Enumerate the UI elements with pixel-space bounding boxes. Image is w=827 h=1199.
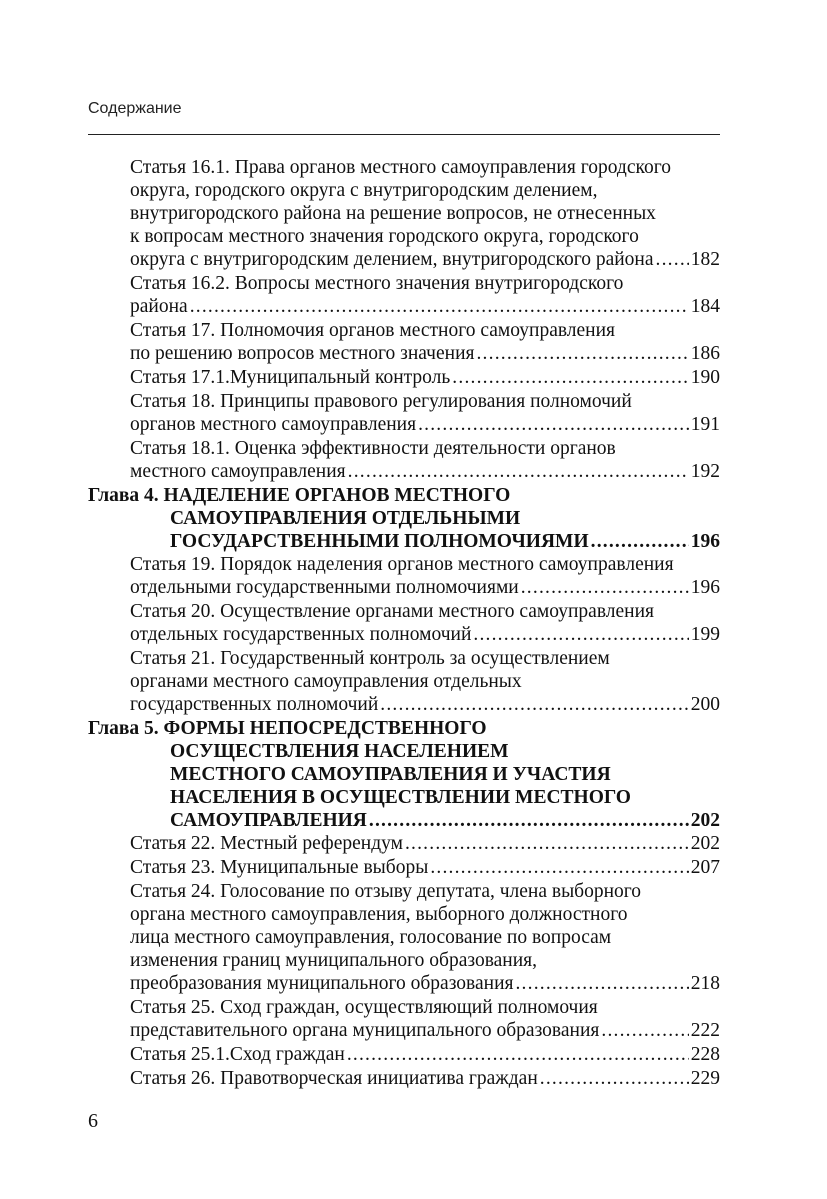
toc-entry-text: округа с внутригородским делением, внутригородского района: [130, 249, 654, 270]
dot-leader: [476, 342, 688, 365]
toc-entry-line: органами местного самоуправления отдельных: [130, 671, 522, 692]
toc-entry-final-line: [130, 1043, 720, 1066]
toc-chapter-entry: [88, 484, 720, 553]
toc-entry-text: Статья 26. Правотворческая инициатива граждан: [130, 1068, 538, 1089]
toc-entry-final-line: [130, 342, 720, 365]
toc-entry-final-line: [130, 366, 720, 389]
dot-leader: [521, 576, 689, 599]
toc-entry-final-line: [130, 460, 720, 483]
toc-page-number: 192: [690, 461, 720, 482]
toc-entry-text: по решению вопросов местного значения: [130, 343, 475, 364]
toc-entry-text: Статья 23. Муниципальные выборы: [130, 857, 429, 878]
dot-leader: [601, 1019, 688, 1042]
toc-page-number: 222: [690, 1020, 720, 1041]
dot-leader: [348, 460, 689, 483]
toc-entry-line: Глава 4. НАДЕЛЕНИЕ ОРГАНОВ МЕСТНОГО: [88, 485, 511, 506]
toc-entry-text: отдельными государственными полномочиями: [130, 577, 519, 598]
toc-page-number: 202: [690, 833, 720, 854]
toc-article-entry: [88, 832, 720, 855]
toc-article-entry: [88, 272, 720, 318]
toc-entry-line: Статья 18. Принципы правового регулирования полномочий: [130, 391, 632, 412]
toc-entry-final-line: [130, 693, 720, 716]
toc-article-entry: [88, 856, 720, 879]
toc-article-entry: [88, 647, 720, 716]
toc-page-number: 196: [690, 531, 720, 552]
toc-entry-line: ОСУЩЕСТВЛЕНИЯ НАСЕЛЕНИЕМ: [170, 741, 509, 762]
toc-entry-line: внутригородского района на решение вопросов, не отнесенных: [130, 203, 656, 224]
toc-article-entry: [88, 366, 720, 389]
toc-article-entry: [88, 880, 720, 995]
toc-entry-text: ГОСУДАРСТВЕННЫМИ ПОЛНОМОЧИЯМИ: [170, 531, 589, 552]
toc-page-number: 190: [690, 367, 720, 388]
toc-entry-final-line: [170, 530, 720, 553]
toc-article-entry: [88, 437, 720, 483]
toc-entry-line: Статья 20. Осуществление органами местного самоуправления: [130, 601, 655, 622]
toc-entry-final-line: [130, 295, 720, 318]
dot-leader: [190, 295, 689, 318]
dot-leader: [591, 530, 689, 553]
dot-leader: [515, 972, 688, 995]
toc-entry-final-line: [130, 832, 720, 855]
toc-entry-text: представительного органа муниципального образования: [130, 1020, 600, 1041]
dot-leader: [430, 856, 688, 879]
toc-entry-text: Статья 22. Местный референдум: [130, 833, 403, 854]
dot-leader: [347, 1043, 689, 1066]
toc-entry-final-line: [130, 576, 720, 599]
toc-entry-line: Статья 16.1. Права органов местного самоуправления городского: [130, 157, 671, 178]
dot-leader: [418, 413, 689, 436]
dot-leader: [369, 809, 689, 832]
toc-entry-text: района: [130, 296, 188, 317]
toc-entry-final-line: [130, 623, 720, 646]
toc-article-entry: [88, 319, 720, 365]
toc-page-number: 182: [690, 249, 720, 270]
toc-entry-line: Статья 17. Полномочия органов местного самоуправления: [130, 320, 616, 341]
toc-page-number: 218: [690, 973, 720, 994]
toc-entry-line: Статья 25. Сход граждан, осуществляющий полномочия: [130, 997, 598, 1018]
toc-entry-final-line: [130, 413, 720, 436]
toc-entry-line: Статья 18.1. Оценка эффективности деятельности органов: [130, 438, 616, 459]
toc-entry-line: МЕСТНОГО САМОУПРАВЛЕНИЯ И УЧАСТИЯ: [170, 764, 611, 785]
toc-entry-line: Статья 24. Голосование по отзыву депутата, члена выборного: [130, 881, 642, 902]
toc-page-number: 199: [690, 624, 720, 645]
toc-article-entry: [88, 156, 720, 271]
toc-page-number: 207: [690, 857, 720, 878]
header-rule: [88, 134, 720, 135]
toc-page-number: 229: [690, 1068, 720, 1089]
dot-leader: [452, 366, 688, 389]
toc-entry-text: местного самоуправления: [130, 461, 346, 482]
table-of-contents: [88, 156, 720, 1091]
toc-entry-text: преобразования муниципального образования: [130, 973, 514, 994]
dot-leader: [656, 248, 689, 271]
toc-entry-line: Статья 19. Порядок наделения органов местного самоуправления: [130, 554, 674, 575]
toc-entry-line: органа местного самоуправления, выборного должностного: [130, 904, 628, 925]
toc-entry-line: округа, городского округа с внутригородским делением,: [130, 180, 598, 201]
toc-entry-text: Статья 25.1.Сход граждан: [130, 1044, 345, 1065]
toc-entry-final-line: [130, 248, 720, 271]
toc-entry-final-line: [130, 1019, 720, 1042]
toc-entry-final-line: [170, 809, 720, 832]
toc-entry-final-line: [130, 1067, 720, 1090]
toc-entry-line: САМОУПРАВЛЕНИЯ ОТДЕЛЬНЫМИ: [170, 508, 521, 529]
dot-leader: [380, 693, 688, 716]
toc-page-number: 200: [690, 694, 720, 715]
toc-page-number: 196: [690, 577, 720, 598]
toc-entry-line: Статья 16.2. Вопросы местного значения внутригородского: [130, 273, 624, 294]
toc-entry-line: Глава 5. ФОРМЫ НЕПОСРЕДСТВЕННОГО: [88, 718, 487, 739]
toc-page-number: 228: [690, 1044, 720, 1065]
toc-entry-line: изменения границ муниципального образования,: [130, 950, 538, 971]
toc-article-entry: [88, 600, 720, 646]
toc-page-number: 186: [690, 343, 720, 364]
toc-page-number: 191: [690, 414, 720, 435]
dot-leader: [473, 623, 688, 646]
toc-page-number: 184: [690, 296, 720, 317]
toc-entry-line: лица местного самоуправления, голосование по вопросам: [130, 927, 612, 948]
page-number: 6: [88, 1110, 98, 1132]
toc-entry-final-line: [130, 856, 720, 879]
dot-leader: [540, 1067, 689, 1090]
toc-chapter-entry: [88, 717, 720, 832]
toc-entry-text: Статья 17.1.Муниципальный контроль: [130, 367, 451, 388]
running-header: Содержание: [88, 100, 182, 117]
toc-entry-final-line: [130, 972, 720, 995]
toc-article-entry: [88, 1043, 720, 1066]
toc-article-entry: [88, 996, 720, 1042]
dot-leader: [405, 832, 689, 855]
toc-entry-text: отдельных государственных полномочий: [130, 624, 472, 645]
toc-page-number: 202: [690, 810, 720, 831]
toc-entry-line: Статья 21. Государственный контроль за осуществлением: [130, 648, 610, 669]
toc-article-entry: [88, 390, 720, 436]
toc-article-entry: [88, 1067, 720, 1090]
toc-article-entry: [88, 553, 720, 599]
toc-entry-text: САМОУПРАВЛЕНИЯ: [170, 810, 367, 831]
toc-entry-line: НАСЕЛЕНИЯ В ОСУЩЕСТВЛЕНИИ МЕСТНОГО: [170, 787, 631, 808]
toc-entry-text: государственных полномочий: [130, 694, 379, 715]
toc-entry-line: к вопросам местного значения городского округа, городского: [130, 226, 639, 247]
toc-entry-text: органов местного самоуправления: [130, 414, 417, 435]
